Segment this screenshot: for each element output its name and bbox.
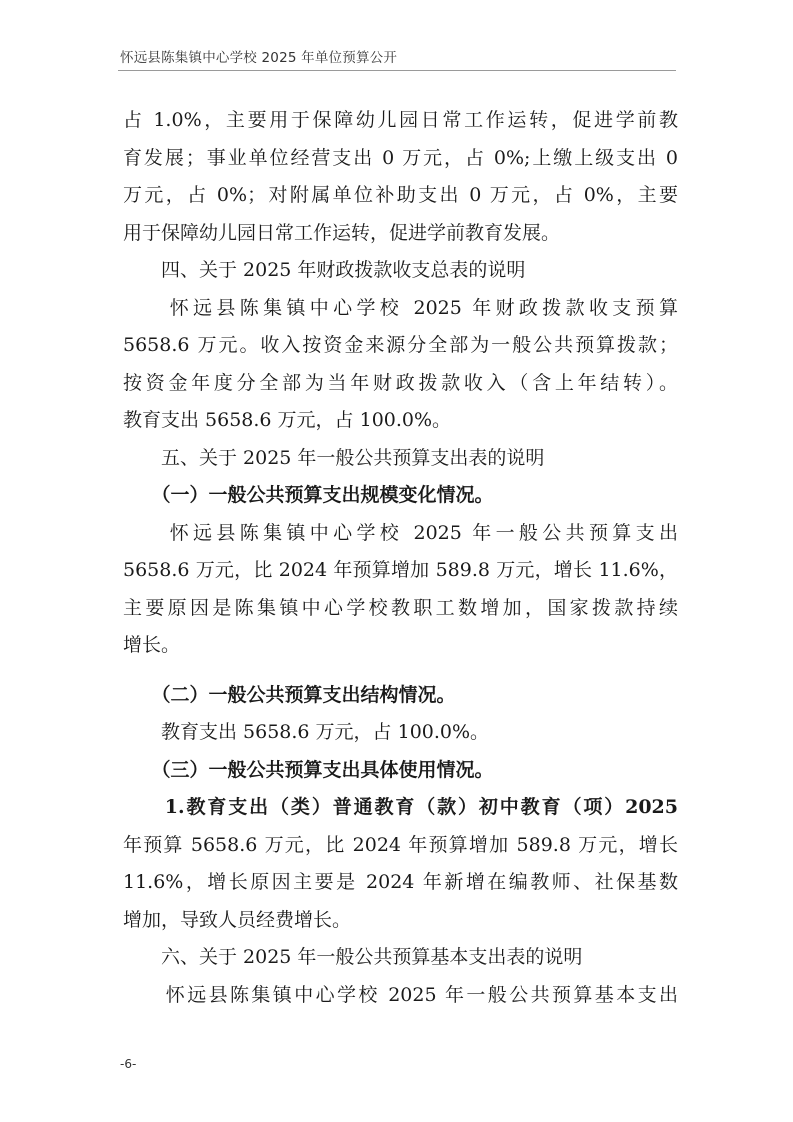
document-body bbox=[123, 102, 678, 1014]
paragraph-line: 5658.6 万元。收入按资金来源分全部为一般公共预算拨款； bbox=[123, 334, 678, 356]
item-heading: 1.教育支出（类）普通教育（款）初中教育（项）2025 bbox=[123, 796, 678, 818]
subsection-heading-3: （三）一般公共预算支出具体使用情况。 bbox=[123, 758, 494, 781]
paragraph-line: 5658.6 万元，比 2024 年预算增加 589.8 万元，增长 11.6%， bbox=[123, 559, 678, 581]
header-divider bbox=[118, 70, 676, 71]
page-number: -6- bbox=[120, 1057, 137, 1071]
paragraph-line: 占 1.0%，主要用于保障幼儿园日常工作运转，促进学前教 bbox=[123, 109, 678, 131]
section-heading-5: 五、关于 2025 年一般公共预算支出表的说明 bbox=[123, 446, 545, 469]
paragraph-line: 增长。 bbox=[123, 634, 181, 656]
paragraph-line: 育发展；事业单位经营支出 0 万元，占 0%;上缴上级支出 0 bbox=[123, 146, 678, 169]
paragraph-line: 按资金年度分全部为当年财政拨款收入（含上年结转）。 bbox=[123, 371, 678, 394]
paragraph-line: 怀远县陈集镇中心学校 2025 年财政拨款收支预算 bbox=[123, 296, 678, 319]
paragraph-line: 增加，导致人员经费增长。 bbox=[123, 908, 352, 931]
paragraph-line: 教育支出 5658.6 万元，占 100.0%。 bbox=[123, 409, 452, 431]
subsection-heading-2: （二）一般公共预算支出结构情况。 bbox=[123, 683, 456, 706]
paragraph-line: 怀远县陈集镇中心学校 2025 年一般公共预算基本支出 bbox=[123, 983, 678, 1006]
paragraph-line: 万元，占 0%；对附属单位补助支出 0 万元，占 0%，主要 bbox=[123, 184, 678, 206]
paragraph-line: 11.6%，增长原因主要是 2024 年新增在编教师、社保基数 bbox=[123, 871, 678, 893]
page-header-title: 怀远县陈集镇中心学校 2025 年单位预算公开 bbox=[120, 50, 398, 66]
section-heading-6: 六、关于 2025 年一般公共预算基本支出表的说明 bbox=[123, 946, 583, 968]
paragraph-line: 教育支出 5658.6 万元，占 100.0%。 bbox=[123, 721, 490, 743]
paragraph-line: 年预算 5658.6 万元，比 2024 年预算增加 589.8 万元，增长 bbox=[123, 833, 678, 856]
section-heading-4: 四、关于 2025 年财政拨款收支总表的说明 bbox=[123, 259, 526, 281]
paragraph-line: 怀远县陈集镇中心学校 2025 年一般公共预算支出 bbox=[123, 521, 678, 544]
paragraph-line: 主要原因是陈集镇中心学校教职工数增加，国家拨款持续 bbox=[123, 596, 678, 619]
paragraph-line: 用于保障幼儿园日常工作运转，促进学前教育发展。 bbox=[123, 221, 561, 244]
subsection-heading-1: （一）一般公共预算支出规模变化情况。 bbox=[123, 484, 494, 506]
